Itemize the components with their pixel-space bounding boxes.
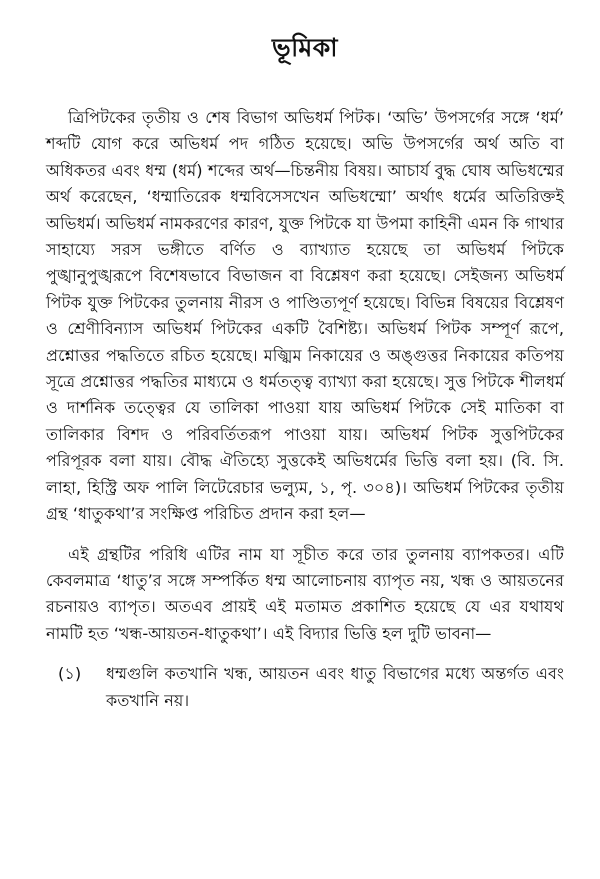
- paragraph-dhatukatha: এই গ্রন্থটির পরিধি এটির নাম যা সূচীত করে তার তুলনায় ব্যাপকতর। এটি কেবলমাত্র ‘ধাতু’র সঙ্গে সম্পর্কিত ধম্ম আলোচনায় ব্যাপৃত নয়, খন্ধ ও আয়তনের রচনায়ও ব্যাপৃত। অতএব প্রায়ই এই মতামত প্রকাশিত হয়েছে যে এর যথাযথ নামটি হত ‘খন্ধ-আয়তন-ধাতুকথা’। এই বিদ্যার ভিত্তি হল দুটি ভাবনা—: [46, 544, 564, 643]
- page-title: ভূমিকা: [272, 33, 338, 62]
- list-item: [58, 661, 564, 714]
- paragraph-intro: ত্রিপিটকের তৃতীয় ও শেষ বিভাগ অভিধর্ম পিটক। ‘অভি’ উপসর্গের সঙ্গে ‘ধর্ম’ শব্দটি যোগ করে অভিধর্ম পদ গঠিত হয়েছে। অভি উপসর্গের অর্থ অতি বা অধিকতর এবং ধম্ম (ধর্ম) শব্দের অর্থ—চিন্তনীয় বিষয়। আচার্য বুদ্ধ ঘোষ অভিধম্মের অর্থ করেছেন, ‘ধম্মাতিরেক ধম্মবিসেসখেন অভিধম্মো’ অর্থাৎ ধর্মের অতিরিক্তই অভিধর্ম। অভিধর্ম নামকরণের কারণ, যুক্ত পিটকে যা উপমা কাহিনী এমন কি গাথার সাহায্যে সরস ভঙ্গীতে বর্ণিত ও ব্যাখ্যাত হয়েছে তা অভিধর্ম পিটকে পুঙ্খানুপুঙ্খরূপে বিশেষভাবে বিভাজন বা বিশ্লেষণ করা হয়েছে। সেইজন্য অভিধর্ম পিটক যুক্ত পিটকের তুলনায় নীরস ও পাণ্ডিত্যপূর্ণ হয়েছে। বিভিন্ন বিষয়ের বিশ্লেষণ ও শ্রেণীবিন্যাস অভিধর্ম পিটকের একটি বৈশিষ্ট্য। অভিধর্ম পিটক সম্পূর্ণ রূপে, প্রশ্নোত্তর পদ্ধতিতে রচিত হয়েছে। মজ্ঝিম নিকায়ের ও অঙ্গুত্তর নিকায়ের কতিপয় সূত্রে প্রশ্নোত্তর পদ্ধতির মাধ্যমে ও ধর্মতত্ত্ব ব্যাখ্যা করা হয়েছে। সুত্ত পিটকে শীলধর্ম ও দার্শনিক তত্ত্বের যে তালিকা পাওয়া যায় অভিধর্ম পিটকে সেই মাতিকা বা তালিকার বিশদ ও পরিবর্তিতরূপ পাওয়া যায়। অভিধর্ম পিটক সুত্তপিটকের পরিপূরক বলা যায়। বৌদ্ধ ঐতিহ্যে সুত্তকেই অভিধর্মের ভিত্তি বলা হয়। (বি. সি. লাহা, হিস্ট্রি অফ পালি লিটেরেচার ভল্যুম, ১, পৃ. ৩০৪)। অভিধর্ম পিটকের তৃতীয় গ্রন্থ ‘ধাতুকথা’র সংক্ষিপ্ত পরিচিত প্রদান করা হল—: [46, 108, 564, 524]
- list-item-number: (১): [58, 664, 82, 684]
- list-item-text: ধম্মগুলি কতখানি খন্ধ, আয়তন এবং ধাতু বিভাগের মধ্যে অন্তর্গত এবং কতখানি নয়।: [106, 664, 564, 710]
